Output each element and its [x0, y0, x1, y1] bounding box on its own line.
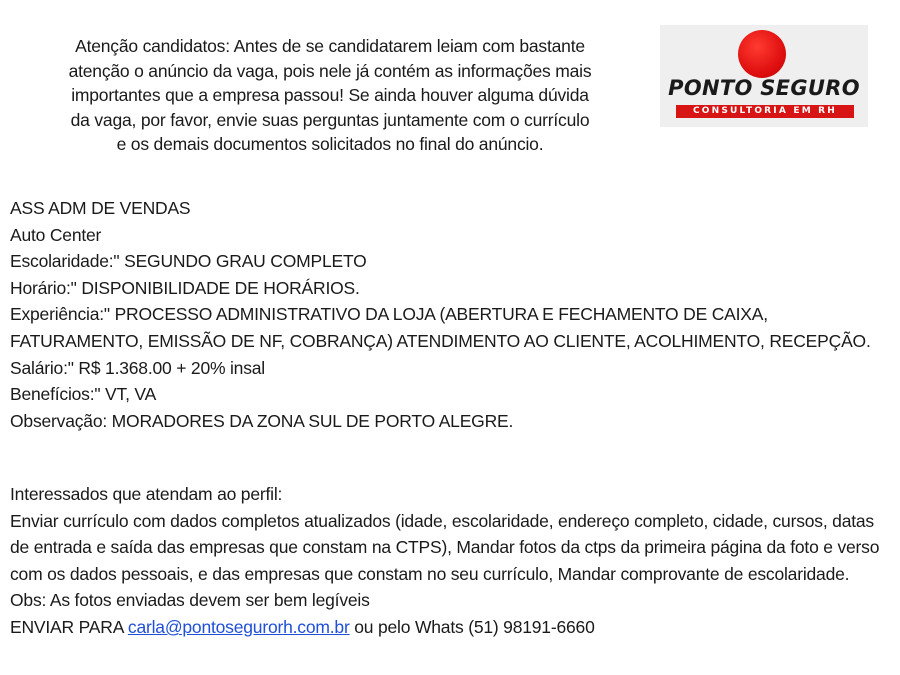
- contact-instructions: Enviar currículo com dados completos atualizados (idade, escolaridade, endereço completo, cidade, cursos, datas de entrada e saída das empresas que constam na CTPS), Mandar fotos da ctps da primeira página da foto e verso com os dados pessoais, e das empresas que constam no seu currículo, Mandar comprovante de escolaridade.: [10, 510, 880, 584]
- job-salario: Salário:" R$ 1.368.00 + 20% insal: [10, 357, 265, 378]
- job-title: ASS ADM DE VENDAS: [10, 198, 191, 218]
- email-link[interactable]: carla@pontosegurorh.com.br: [127, 616, 350, 637]
- notice-line: da vaga, por favor, envie suas perguntas juntamente com o currículo: [70, 109, 590, 130]
- contact-intro: Interessados que atendam ao perfil:: [10, 484, 283, 504]
- logo-subtitle-band: CONSULTORIA EM RH: [676, 105, 854, 118]
- job-details: [10, 195, 890, 434]
- logo-company-name: PONTO SEGURO: [668, 76, 860, 100]
- job-beneficios: Benefícios:" VT, VA: [10, 384, 157, 405]
- job-escolaridade: Escolaridade:" SEGUNDO GRAU COMPLETO: [10, 251, 367, 272]
- notice-line: importantes que a empresa passou! Se ainda houver alguma dúvida: [71, 85, 589, 105]
- candidate-notice: [10, 34, 650, 157]
- company-logo: [660, 25, 868, 127]
- job-company: Auto Center: [10, 224, 102, 245]
- notice-line: Atenção candidatos: Antes de se candidatarem leiam com bastante: [75, 36, 585, 56]
- notice-line: atenção o anúncio da vaga, pois nele já contém as informações mais: [68, 60, 592, 81]
- send-prefix: ENVIAR PARA: [10, 616, 124, 637]
- contact-obs: Obs: As fotos enviadas devem ser bem legíveis: [10, 590, 370, 611]
- job-experiencia: Experiência:" PROCESSO ADMINISTRATIVO DA LOJA (ABERTURA E FECHAMENTO DE CAIXA, FATURAMENTO, EMISSÃO DE NF, COBRANÇA) ATENDIMENTO AO CLIENTE, ACOLHIMENTO, RECEPÇÃO.: [10, 304, 871, 351]
- contact-send-line: [10, 614, 890, 641]
- job-observacao: Observação: MORADORES DA ZONA SUL DE PORTO ALEGRE.: [10, 410, 514, 431]
- job-horario: Horário:" DISPONIBILIDADE DE HORÁRIOS.: [10, 277, 360, 298]
- application-instructions: [10, 481, 890, 641]
- notice-line: e os demais documentos solicitados no final do anúncio.: [116, 134, 544, 154]
- logo-red-circle-icon: [738, 30, 786, 78]
- send-suffix: ou pelo Whats (51) 98191-6660: [354, 616, 595, 637]
